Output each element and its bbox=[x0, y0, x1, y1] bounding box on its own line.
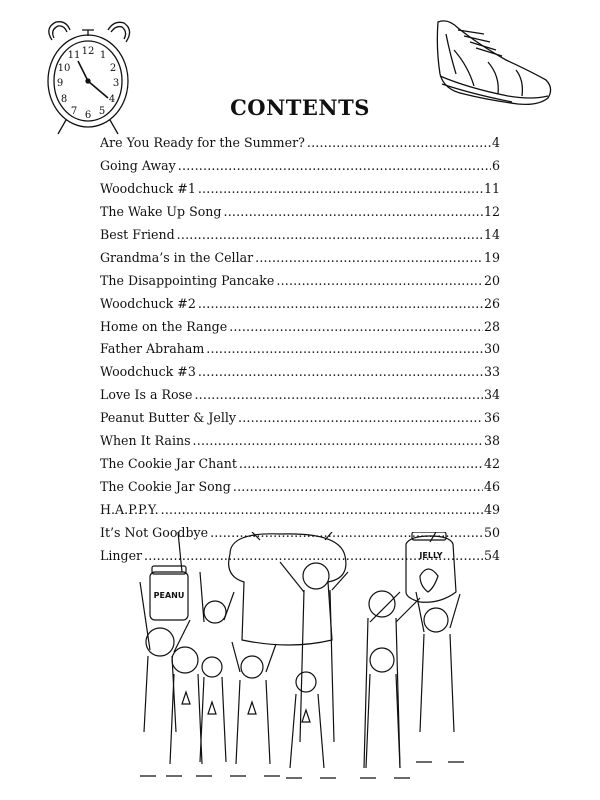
toc-row bbox=[100, 135, 500, 158]
clock-numeral: 11 bbox=[67, 50, 81, 61]
toc-entry-page: 33 bbox=[483, 364, 500, 380]
toc-row bbox=[100, 364, 500, 387]
toc-entry-title: Woodchuck #1 bbox=[100, 180, 196, 196]
toc-row bbox=[100, 456, 500, 479]
alarm-clock-illustration bbox=[38, 18, 138, 138]
toc-entry-page: 36 bbox=[483, 410, 500, 426]
toc-row bbox=[100, 410, 500, 433]
dot-leader bbox=[239, 456, 483, 471]
dot-leader bbox=[255, 250, 483, 265]
toc-entry-title: Grandma’s in the Cellar bbox=[100, 249, 254, 265]
peanut-jar-label: PEANU bbox=[153, 591, 185, 600]
toc-entry-title: Home on the Range bbox=[100, 318, 228, 334]
toc-entry-title: The Disappointing Pancake bbox=[100, 272, 275, 288]
toc-row bbox=[100, 479, 500, 502]
toc-row bbox=[100, 181, 500, 204]
toc-entry-page: 46 bbox=[483, 479, 500, 495]
dot-leader bbox=[276, 273, 483, 288]
dot-leader bbox=[206, 341, 483, 356]
clock-numeral: 6 bbox=[84, 110, 92, 121]
bread-slice bbox=[229, 534, 346, 645]
table-of-contents bbox=[100, 135, 500, 571]
clock-numeral: 9 bbox=[56, 78, 64, 89]
toc-entry-title: Love Is a Rose bbox=[100, 387, 193, 403]
clock-numeral: 8 bbox=[60, 94, 68, 105]
toc-entry-title: It’s Not Goodbye bbox=[100, 524, 209, 540]
toc-entry-page: 20 bbox=[483, 272, 500, 288]
dot-leader bbox=[178, 158, 491, 173]
toc-row bbox=[100, 250, 500, 273]
jelly-jar-label: JELLY bbox=[419, 551, 443, 560]
toc-entry-page: 54 bbox=[483, 547, 500, 563]
toc-entry-title: Peanut Butter & Jelly bbox=[100, 410, 237, 426]
toc-row bbox=[100, 387, 500, 410]
dot-leader bbox=[223, 204, 482, 219]
clock-numeral: 3 bbox=[112, 78, 120, 89]
dot-leader bbox=[238, 410, 483, 425]
toc-entry-page: 34 bbox=[483, 387, 500, 403]
clock-numeral: 10 bbox=[57, 63, 71, 74]
page-title: CONTENTS bbox=[230, 95, 370, 120]
dot-leader bbox=[194, 387, 483, 402]
dot-leader bbox=[198, 364, 483, 379]
toc-row bbox=[100, 433, 500, 456]
dot-leader bbox=[177, 227, 483, 242]
toc-entry-title: Father Abraham bbox=[100, 341, 205, 357]
clock-numeral: 5 bbox=[98, 106, 106, 117]
toc-entry-title: The Cookie Jar Song bbox=[100, 479, 231, 495]
toc-entry-title: H.A.P.P.Y. bbox=[100, 502, 159, 517]
toc-entry-title: Linger bbox=[100, 547, 143, 563]
toc-entry-title: Woodchuck #2 bbox=[100, 295, 196, 311]
toc-entry-title: Going Away bbox=[100, 157, 176, 173]
clock-numeral: 4 bbox=[108, 94, 116, 105]
toc-entry-page: 11 bbox=[483, 180, 500, 196]
toc-row bbox=[100, 502, 500, 525]
toc-entry-page: 50 bbox=[483, 524, 500, 540]
dot-leader bbox=[198, 181, 483, 196]
toc-row bbox=[100, 273, 500, 296]
toc-entry-page: 38 bbox=[483, 433, 500, 449]
children-illustration bbox=[120, 532, 510, 787]
toc-row bbox=[100, 227, 500, 250]
dot-leader bbox=[233, 479, 483, 494]
clock-numeral: 2 bbox=[109, 63, 117, 74]
toc-entry-title: Best Friend bbox=[100, 226, 175, 242]
toc-row bbox=[100, 204, 500, 227]
clock-numeral: 1 bbox=[99, 50, 107, 61]
toc-row bbox=[100, 296, 500, 319]
toc-entry-title: Are You Ready for the Summer? bbox=[100, 135, 305, 150]
toc-entry-title: The Wake Up Song bbox=[100, 203, 222, 219]
dot-leader bbox=[198, 296, 483, 311]
dot-leader bbox=[229, 319, 483, 334]
toc-entry-page: 14 bbox=[483, 226, 500, 242]
toc-row bbox=[100, 341, 500, 364]
dot-leader bbox=[161, 502, 483, 517]
toc-entry-page: 19 bbox=[483, 249, 500, 265]
dot-leader bbox=[307, 135, 491, 150]
toc-row bbox=[100, 319, 500, 342]
clock-numeral: 7 bbox=[70, 106, 78, 117]
toc-entry-title: When It Rains bbox=[100, 433, 191, 449]
dot-leader bbox=[193, 433, 483, 448]
toc-entry-title: The Cookie Jar Chant bbox=[100, 456, 237, 472]
toc-entry-page: 12 bbox=[483, 203, 500, 219]
toc-entry-page: 6 bbox=[491, 157, 500, 173]
toc-entry-page: 26 bbox=[483, 295, 500, 311]
toc-entry-page: 4 bbox=[491, 135, 500, 150]
toc-row bbox=[100, 158, 500, 181]
toc-entry-page: 49 bbox=[483, 502, 500, 517]
clock-numeral: 12 bbox=[81, 46, 95, 57]
toc-entry-page: 28 bbox=[483, 318, 500, 334]
toc-entry-page: 30 bbox=[483, 341, 500, 357]
toc-entry-title: Woodchuck #3 bbox=[100, 364, 196, 380]
toc-entry-page: 42 bbox=[483, 456, 500, 472]
